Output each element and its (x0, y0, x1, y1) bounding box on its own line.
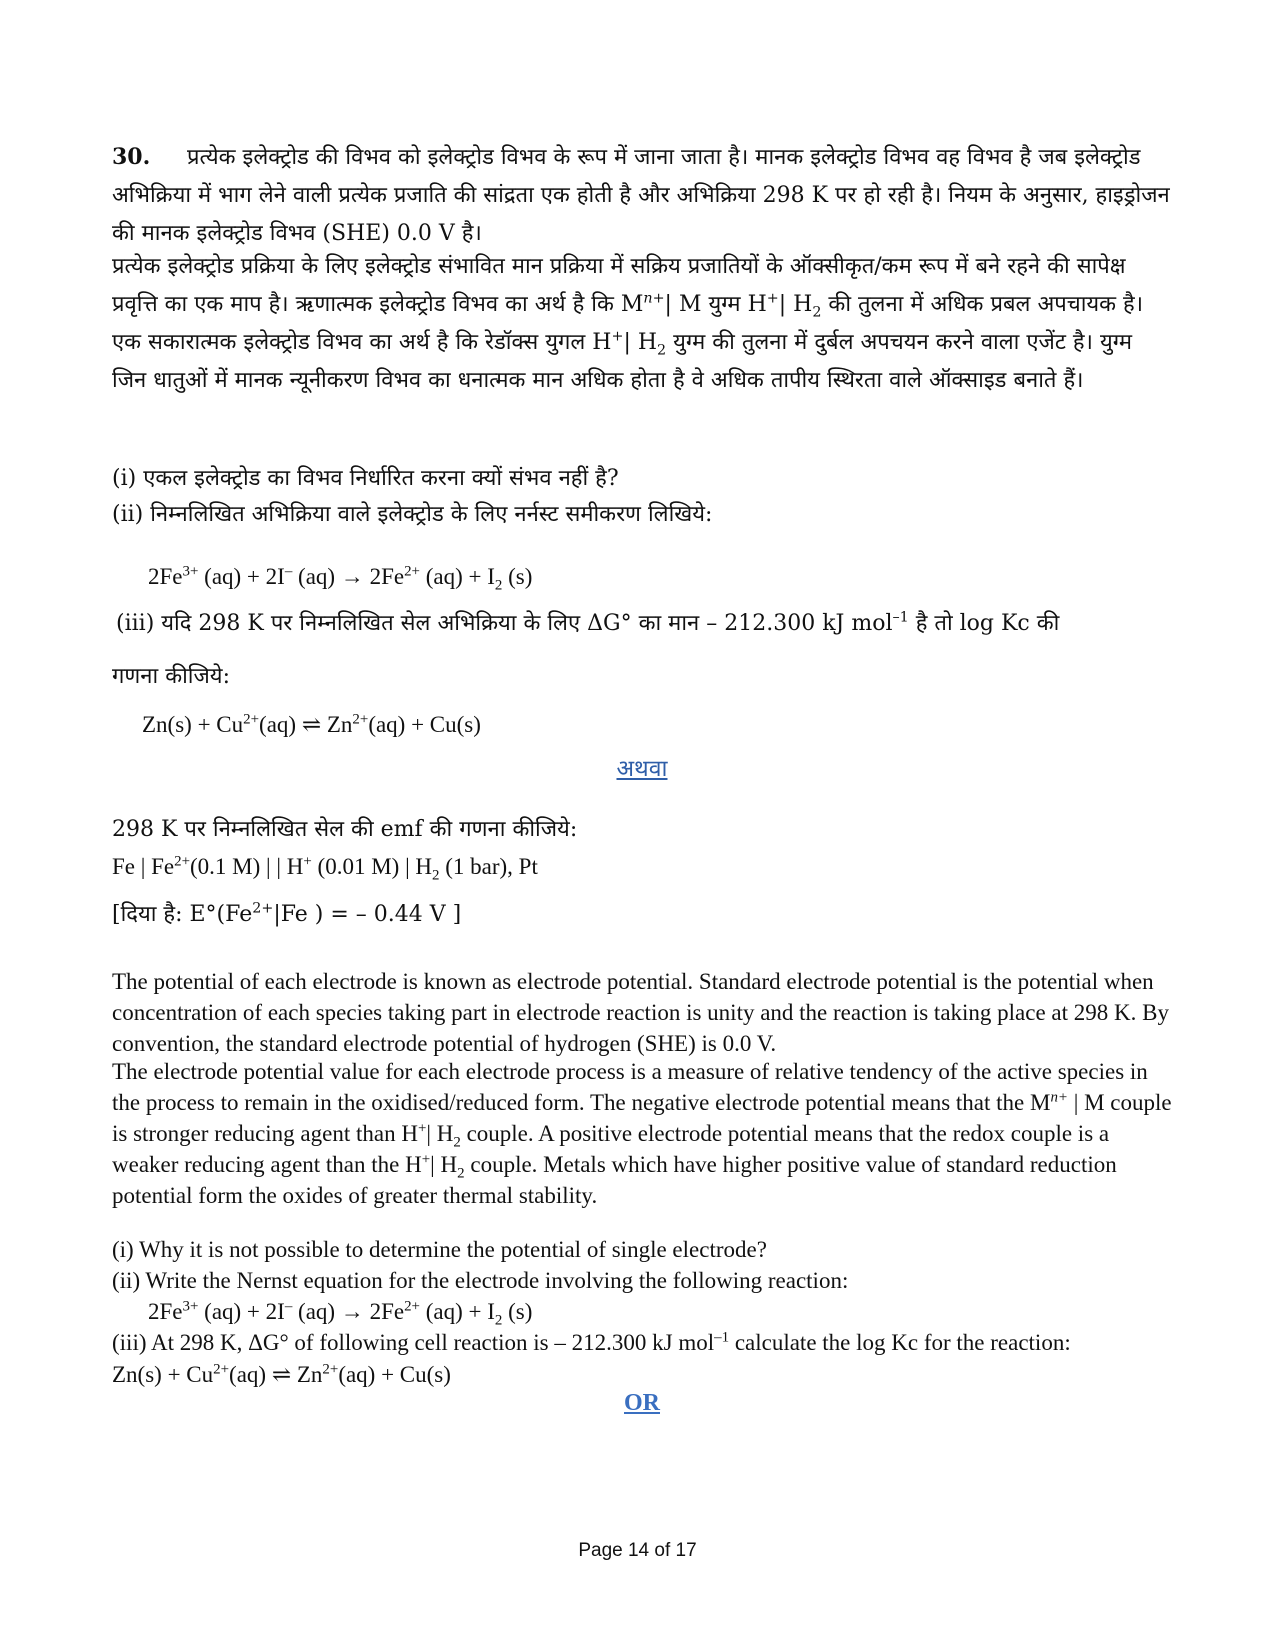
page-footer: Page 14 of 17 (578, 1540, 697, 1561)
superscript: + (421, 1151, 431, 1168)
text: (s) (502, 1299, 533, 1324)
superscript: – (284, 563, 293, 580)
superscript: + (611, 328, 624, 345)
cell-reaction-hindi (142, 709, 481, 740)
text: |Fe ) = – 0.44 V ] (273, 902, 462, 927)
hindi-para1-text: प्रत्येक इलेक्ट्रोड की विभव को इलेक्ट्रोड विभव के रूप में जाना जाता है। मानक इलेक्ट्रोड विभव वह विभव है जब इलेक्ट्रोड अभिक्रिया में भाग लेने वाली प्रत्येक प्रजाति की सांद्रता एक होती है और अभिक्रिया 298 K पर हो रही है। नियम के अनुसार, हाइड्रोजन की मानक इलेक्ट्रोड विभव (SHE) 0.0 V है। (112, 145, 1170, 246)
text: | H (426, 1121, 454, 1146)
text: (aq) + I (419, 1299, 495, 1324)
or-divider-english: OR (624, 1390, 660, 1416)
text: (aq) → 2Fe (292, 564, 405, 589)
superscript: 3+ (182, 1298, 199, 1315)
text: है तो log Kc की (908, 611, 1060, 636)
superscript: 2+ (174, 853, 191, 870)
superscript: – (284, 1298, 293, 1315)
superscript: 2+ (252, 900, 274, 917)
superscript: n+ (643, 290, 665, 307)
text: | H (623, 330, 658, 355)
text: couple. A positive electrode potential means that the redox couple is a weaker reducing agent than the H (112, 1121, 1110, 1177)
nernst-reaction-english (148, 1296, 532, 1327)
subscript: 2 (494, 1312, 503, 1329)
text: प्रत्येक इलेक्ट्रोड प्रक्रिया के लिए इलेक्ट्रोड संभावित मान प्रक्रिया में सक्रिय प्रजातियों के ऑक्सीकृत/कम रूप में बने रहने की सापेक्ष प्रवृत्ति का एक माप है। ऋणात्मक इलेक्ट्रोड विभव का अर्थ है कि M (112, 254, 1126, 317)
hindi-question-3-cont: गणना कीजिये: (112, 664, 230, 689)
text: (aq) + 2I (198, 564, 285, 589)
text: (aq) + I (419, 564, 495, 589)
text: की तुलना में अधिक प्रबल अपचायक है। एक सकारात्मक इलेक्ट्रोड विभव का अर्थ है कि रेडॉक्स युगल H (112, 292, 1144, 355)
given-data (112, 896, 1172, 934)
english-question-3 (112, 1327, 1172, 1358)
hindi-paragraph-2 (112, 248, 1172, 400)
superscript: + (303, 853, 312, 870)
cell-reaction-english (112, 1359, 451, 1390)
subscript: 2 (457, 1165, 465, 1182)
hindi-question-1: (i) एकल इलेक्ट्रोड का विभव निर्धारित करना क्यों संभव नहीं है? (112, 466, 619, 491)
text: Zn(s) + Cu (112, 1362, 214, 1387)
superscript: 2+ (213, 1361, 230, 1378)
cell-notation (112, 851, 538, 882)
english-paragraph-1: The potential of each electrode is known as electrode potential. Standard electrode potential is the potential when concentration of each species taking part in electrode reaction is unity and the reaction is taking place at 298 K. By convention, the standard electrode potential of hydrogen (SHE) is 0.0 V. (112, 969, 1169, 1056)
superscript: n+ (1050, 1089, 1068, 1106)
question-number: 30. (112, 144, 151, 170)
superscript: 2+ (322, 1361, 339, 1378)
text: [दिया है: E°(Fe (112, 902, 253, 927)
or-divider-hindi: अथवा (616, 756, 668, 782)
text: Zn(s) + Cu (142, 712, 244, 737)
text: couple. Metals which have higher positive value of standard reduction potential form the oxides of greater thermal stability. (112, 1152, 1117, 1208)
superscript: + (766, 290, 779, 307)
text: | H (778, 292, 813, 317)
english-question-2: (ii) Write the Nernst equation for the electrode involving the following reaction: (112, 1268, 849, 1293)
subscript: 2 (494, 577, 503, 594)
subscript: 2 (432, 867, 440, 884)
text: युग्म की तुलना में दुर्बल अपचयन करने वाला एजेंट है। युग्म जिन धातुओं में मानक न्यूनीकरण विभव का धनात्मक मान अधिक होता है वे अधिक तापीय स्थिरता वाले ऑक्साइड बनाते हैं। (112, 330, 1133, 393)
nernst-reaction-hindi (148, 561, 532, 592)
text: The electrode potential value for each electrode process is a measure of relative tendency of the active species in the process to remain in the oxidised/reduced form. The negative electrode potential means that the M (112, 1059, 1148, 1115)
text: (1 bar), Pt (439, 854, 538, 879)
english-question-1: (i) Why it is not possible to determine the potential of single electrode? (112, 1237, 767, 1262)
text: (aq) + Cu(s) (368, 712, 481, 737)
text: | M couple is stronger reducing agent than H (112, 1090, 1172, 1146)
text: 2Fe (148, 564, 183, 589)
subscript: 2 (657, 342, 667, 359)
text: calculate the log Kc for the reaction: (729, 1330, 1071, 1355)
superscript: 2+ (243, 711, 260, 728)
superscript: 2+ (404, 563, 420, 580)
hindi-paragraph-1 (112, 138, 1172, 253)
text: (aq) ⇌ Zn (259, 712, 353, 737)
text: Fe | Fe (112, 854, 175, 879)
subscript: 2 (812, 304, 822, 321)
text: (0.1 M) | | H (190, 854, 304, 879)
text: 2Fe (148, 1299, 183, 1324)
text: | M युग्म H (664, 292, 767, 317)
text: | H (430, 1152, 458, 1177)
text: (aq) + Cu(s) (338, 1362, 451, 1387)
text: (s) (502, 564, 533, 589)
text: (iii) At 298 K, ΔG° of following cell reaction is – 212.300 kJ mol (112, 1330, 715, 1355)
text: (aq) → 2Fe (292, 1299, 405, 1324)
text: (aq) ⇌ Zn (229, 1362, 323, 1387)
superscript: 2+ (404, 1298, 420, 1315)
superscript: 2+ (352, 711, 369, 728)
text: (0.01 M) | H (311, 854, 433, 879)
superscript: –1 (892, 609, 909, 626)
superscript: + (417, 1120, 427, 1137)
hindi-question-2: (ii) निम्नलिखित अभिक्रिया वाले इलेक्ट्रोड के लिए नर्नस्ट समीकरण लिखिये: (112, 502, 713, 527)
hindi-question-3 (116, 605, 1176, 643)
english-paragraph-2 (112, 1056, 1172, 1211)
superscript: 3+ (182, 563, 199, 580)
text: (iii) यदि 298 K पर निम्नलिखित सेल अभिक्रिया के लिए ΔG° का मान – 212.300 kJ mol (116, 611, 893, 636)
subscript: 2 (453, 1134, 461, 1151)
text: (aq) + 2I (198, 1299, 285, 1324)
hindi-emf-question: 298 K पर निम्नलिखित सेल की emf की गणना कीजिये: (112, 817, 578, 842)
superscript: –1 (714, 1329, 730, 1346)
